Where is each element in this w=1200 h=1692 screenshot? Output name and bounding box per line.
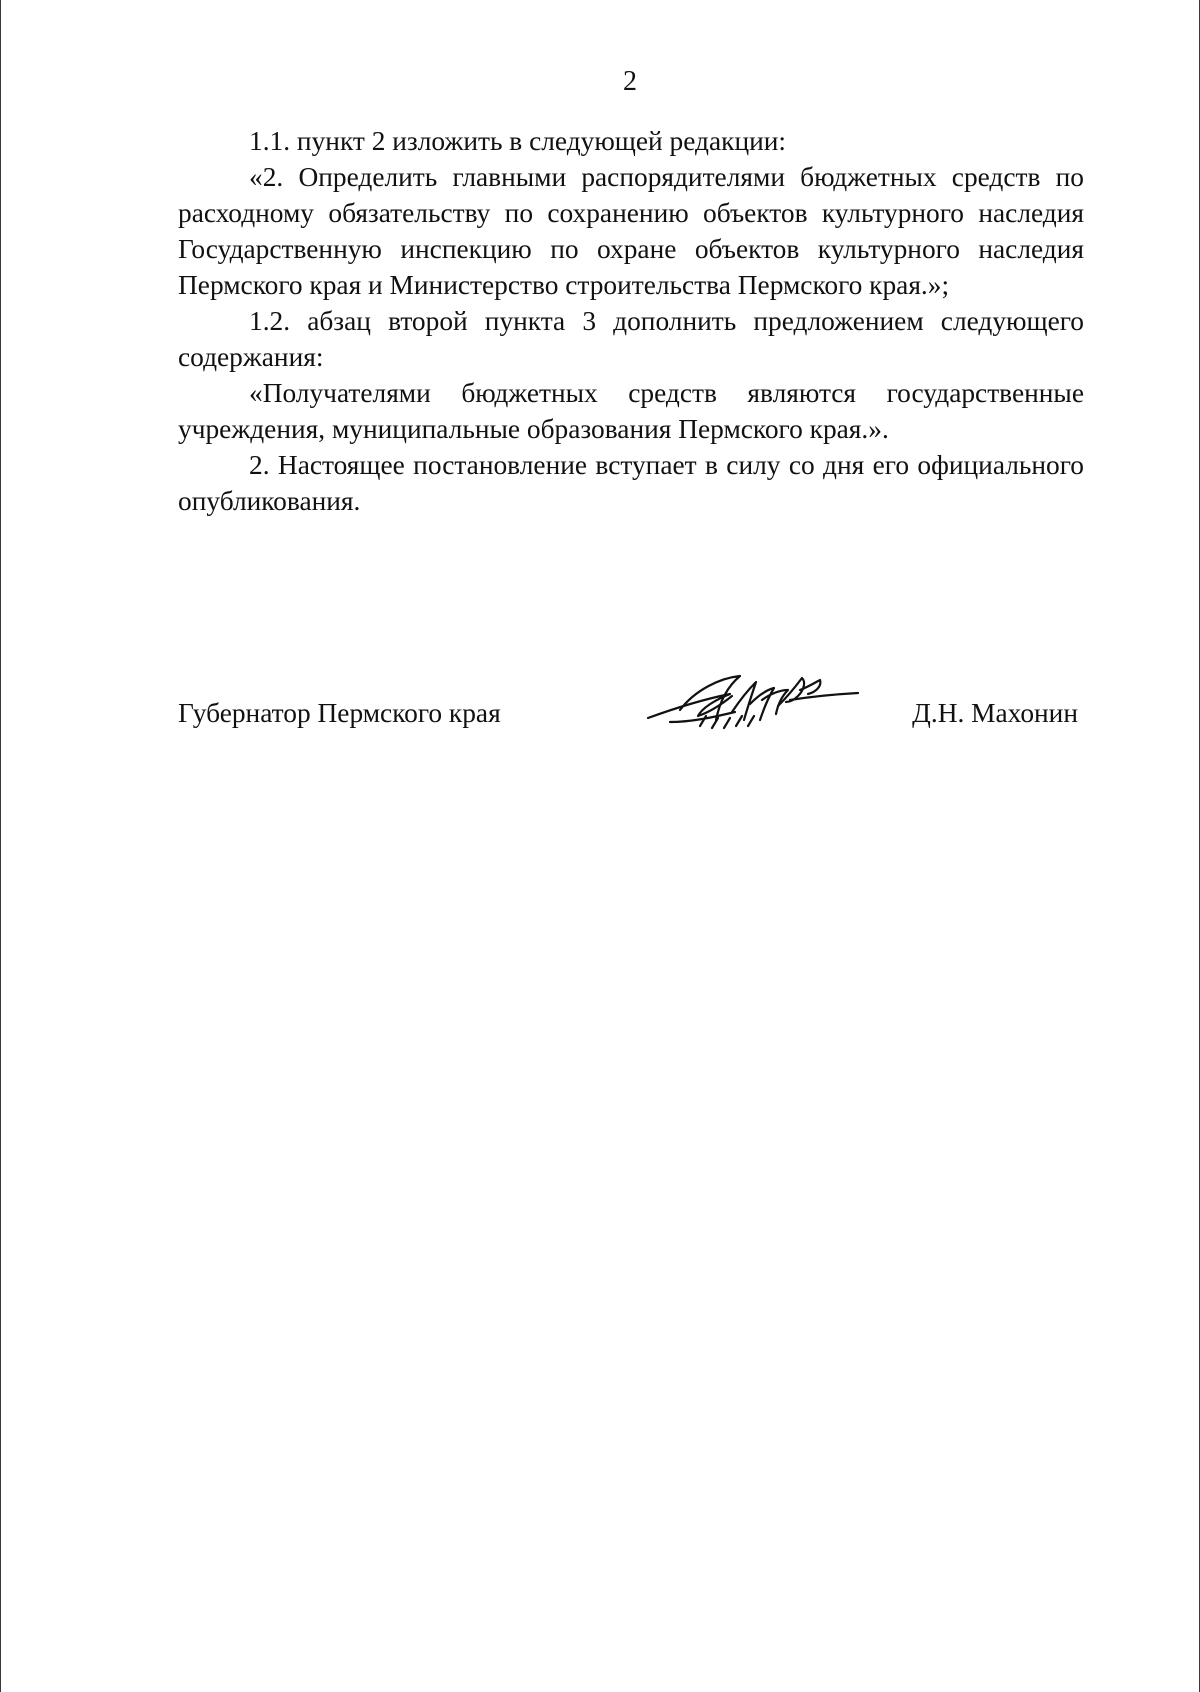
page-number: 2 bbox=[623, 66, 637, 97]
signature-block bbox=[178, 660, 1078, 760]
signatory-name: Д.Н. Махонин bbox=[912, 698, 1078, 728]
paragraph-quote-recipients: «Получателями бюджетных средств являются государственные учреждения, муниципальные образования Пермского края.». bbox=[178, 378, 1084, 444]
paragraph-1-2: 1.2. абзац второй пункта 3 дополнить предложением следующего содержания: bbox=[178, 306, 1084, 372]
document-body bbox=[178, 123, 1084, 519]
handwritten-signature bbox=[640, 660, 860, 740]
scan-edge-left bbox=[0, 0, 1, 1692]
paragraph-2-effective: 2. Настоящее постановление вступает в силу со дня его официального опубликования. bbox=[178, 450, 1084, 516]
paragraph-quote-2: «2. Определить главными распорядителями бюджетных средств по расходному обязательству по сохранению объектов культурного наследия Государственную инспекцию по охране объектов культурного наследия Пермского края и Министерство строительства Пермского края.»; bbox=[178, 162, 1084, 300]
paragraph-1-1: 1.1. пункт 2 изложить в следующей редакции: bbox=[249, 126, 787, 156]
signatory-position: Губернатор Пермского края bbox=[178, 698, 501, 728]
